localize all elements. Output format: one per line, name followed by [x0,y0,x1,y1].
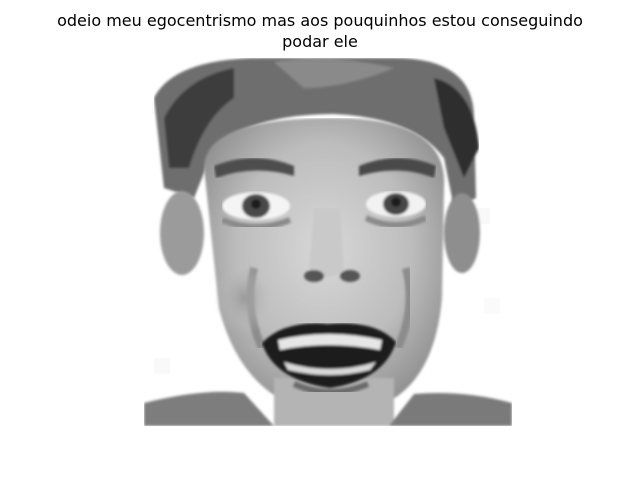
figure-title-line-1: odeio meu egocentrismo mas aos pouquinhos estou conseguindo [57,11,583,30]
figure-title [0,10,640,52]
face-portrait-icon [144,58,512,426]
face-image [144,58,512,426]
figure-title-line-2: podar ele [282,32,358,51]
